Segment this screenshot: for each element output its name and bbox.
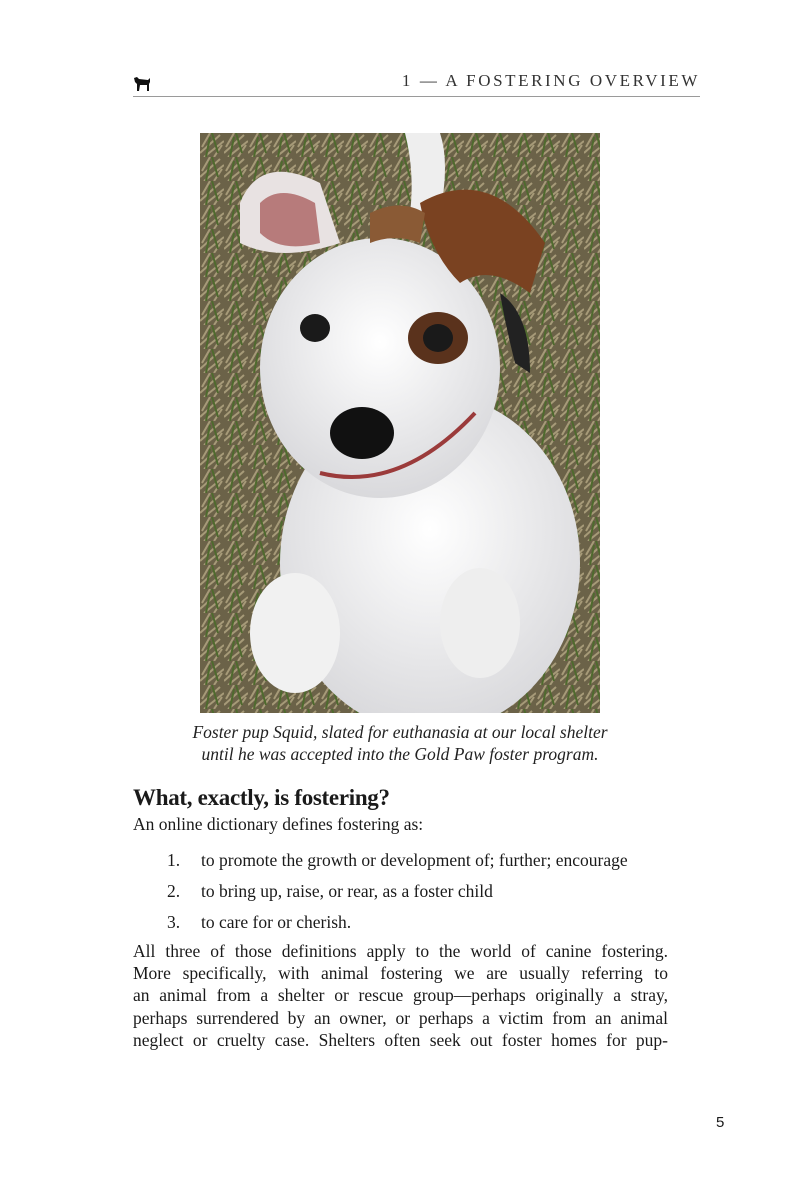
- running-header: [133, 68, 700, 97]
- list-item: [167, 912, 628, 943]
- dog-silhouette-icon: [133, 76, 151, 92]
- caption-line: Foster pup Squid, slated for euthanasia at our local shelter: [192, 722, 608, 742]
- page-number: 5: [716, 1114, 725, 1131]
- section-heading: What, exactly, is fostering?: [133, 785, 390, 810]
- paragraph-line: an animal from a shelter or rescue group—perhaps originally a stray,: [133, 985, 668, 1006]
- caption-line: until he was accepted into the Gold Paw foster program.: [201, 744, 599, 764]
- paragraph-line: perhaps surrendered by an owner, or perhaps a victim from an animal: [133, 1007, 668, 1028]
- list-item: [167, 881, 628, 912]
- list-item: [167, 850, 628, 881]
- paragraph-line: More specifically, with animal fostering we are usually referring to: [133, 963, 668, 984]
- list-number: 2.: [167, 881, 181, 901]
- photo-caption: [133, 721, 667, 765]
- list-number: 1.: [167, 850, 181, 870]
- paragraph-line: All three of those definitions apply to the world of canine fostering.: [133, 941, 668, 961]
- list-number: 3.: [167, 912, 181, 932]
- list-text: to care for or cherish.: [201, 912, 352, 932]
- list-text: to promote the growth or development of; further; encourage: [201, 850, 628, 870]
- running-head-title: 1 — A FOSTERING OVERVIEW: [401, 71, 700, 90]
- paragraph-line: neglect or cruelty case. Shelters often seek out foster homes for pup-: [133, 1029, 668, 1050]
- intro-text: An online dictionary defines fostering as:: [133, 814, 424, 834]
- puppy-photo: [200, 133, 600, 713]
- definition-list: [167, 850, 628, 943]
- body-paragraph: [133, 940, 668, 1051]
- list-text: to bring up, raise, or rear, as a foster child: [201, 881, 493, 901]
